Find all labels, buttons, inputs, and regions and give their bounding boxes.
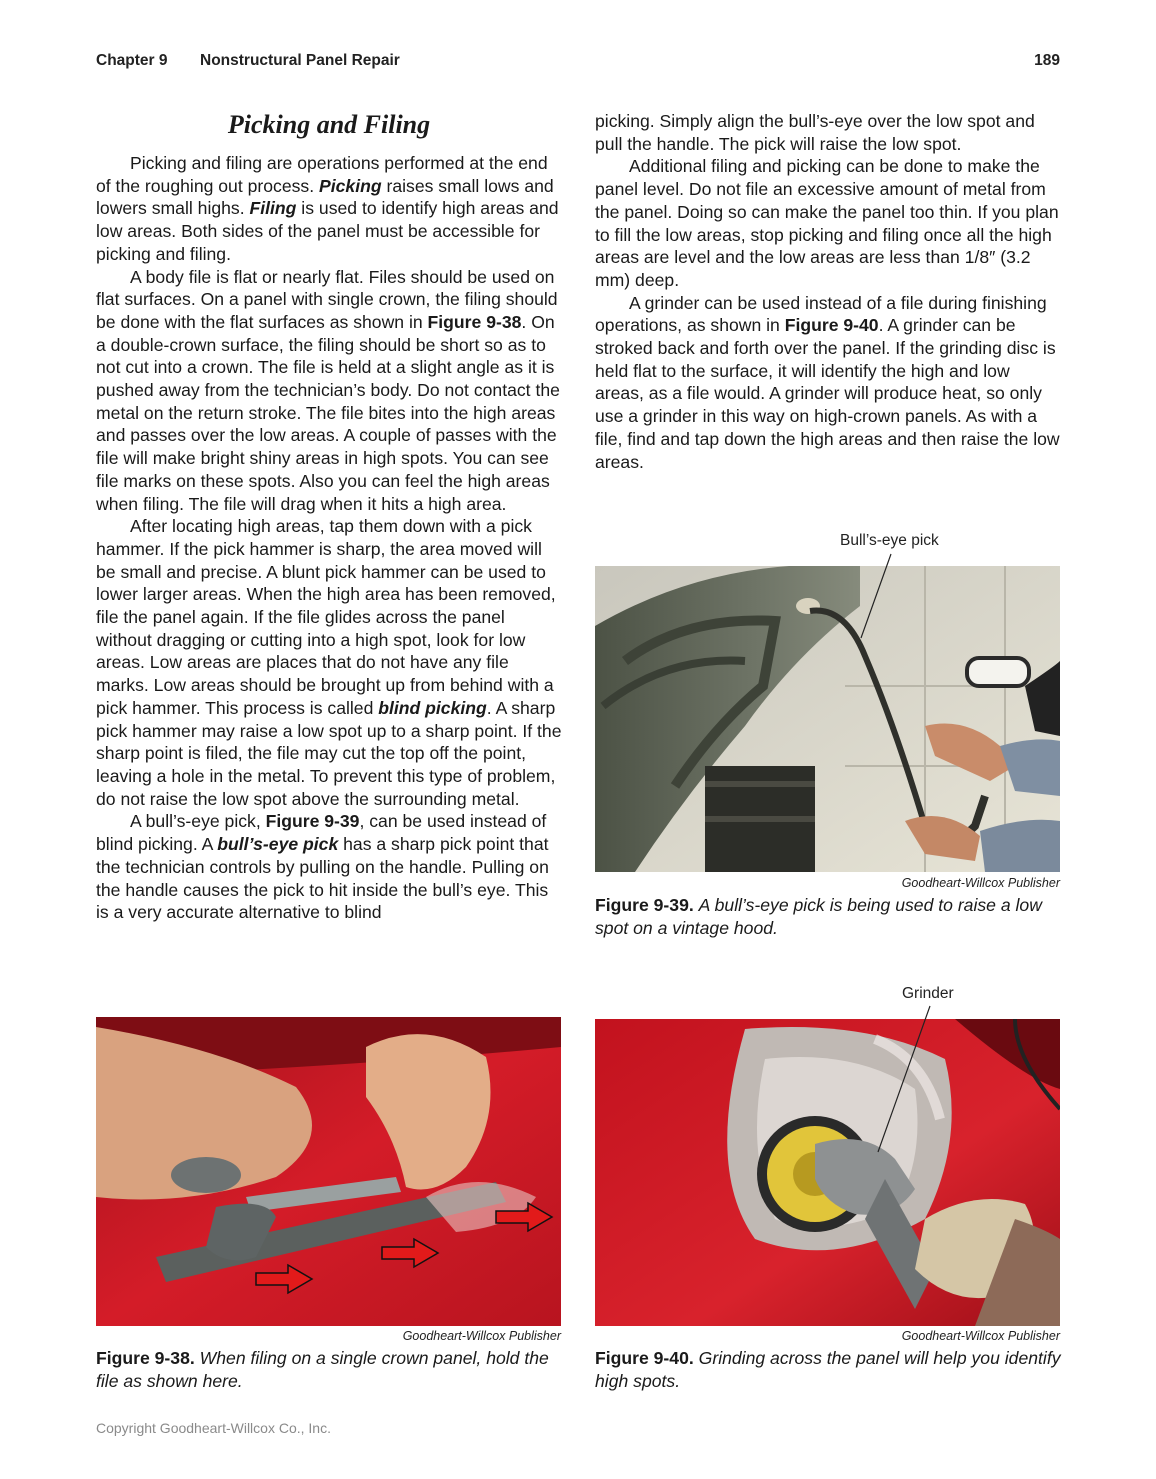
term-filing: Filing xyxy=(249,198,297,219)
figure-9-38-caption: Figure 9-38. When filing on a single crown panel, hold the file as shown here. xyxy=(96,1348,549,1391)
term-blind-picking: blind picking xyxy=(378,697,487,718)
term-bulls-eye-pick: bull’s-eye pick xyxy=(217,834,339,855)
right-column xyxy=(595,110,1061,473)
left-column xyxy=(96,110,562,924)
bulls-eye-pick-leader-line xyxy=(595,550,1060,650)
paragraph-picking-intro: Picking and filing are operations performed at the end of the roughing out process. Picking raises small lows and lowers small highs. Filing is used to identify high areas and low areas. Both sides of the panel must be accessible for picking and filing. xyxy=(96,153,559,264)
figure-ref-9-39: Figure 9-39 xyxy=(265,811,360,832)
grinder-callout: Grinder xyxy=(902,985,954,1002)
bulls-eye-pick-callout: Bull’s-eye pick xyxy=(840,532,939,549)
term-picking: Picking xyxy=(319,175,382,196)
copyright-footer: Copyright Goodheart-Willcox Co., Inc. xyxy=(96,1420,331,1436)
figure-9-39-label: Figure 9-39. xyxy=(595,895,694,915)
paragraph-bulls-eye: A bull’s-eye pick, Figure 9-39, can be used instead of blind picking. A bull’s-eye pick has a sharp pick point that the technician controls by pulling on the handle. Pulling on the handle causes the pick to hit inside the bull’s eye. This is a very accurate alternative to blind xyxy=(96,811,549,923)
paragraph-high-areas: After locating high areas, tap them down with a pick hammer. If the pick hammer is sharp, the area moved will be small and precise. A blunt pick hammer can be used to lower larger areas. When the high area has been removed, file the panel again. If the file glides across the panel without dragging or cutting into a high spot, look for low areas. Low areas are places that do not have any file marks. Low areas should be brought up from behind with a pick hammer. This process is called blind picking. A sharp pick hammer may raise a low spot up to a sharp point. If the sharp point is filed, the file may cut the top off the point, leaving a hole in the metal. To prevent this type of problem, do not raise the low spot above the surrounding metal. xyxy=(96,516,562,809)
paragraph-grinder: A grinder can be used instead of a file during finishing operations, as shown in Figure 9-40. A grinder can be stroked back and forth over the panel. If the grinding disc is held flat to the surface, it will identify the high and low areas, as a file would. A grinder will produce heat, so only use a grinder in this way on high-crown panels. As with a file, find and tap down the high areas and then raise the low areas. xyxy=(595,292,1060,472)
figure-9-38-photo xyxy=(96,1017,561,1326)
figure-ref-9-38: Figure 9-38 xyxy=(427,311,522,332)
page-number: 189 xyxy=(1034,52,1060,69)
figure-ref-9-40: Figure 9-40 xyxy=(784,315,879,336)
figure-9-40-caption: Figure 9-40. Grinding across the panel will help you identify high spots. xyxy=(595,1348,1061,1391)
paragraph-body-file: A body file is flat or nearly flat. Files should be used on flat surfaces. On a panel with single crown, the filing should be done with the flat surfaces as shown in Figure 9-38. On a double-crown surface, the filing should be short so as to not cut into a crown. The file is held at a slight angle as it is pushed away from the technician’s body. Do not contact the metal on the return stroke. The file bites into the high areas and passes over the low areas. A couple of passes with the file will make bright shiny areas in high spots. You can see file marks on these spots. Also you can feel the high areas when filing. The file will drag when it hits a high area. xyxy=(96,266,560,514)
figure-9-38-label: Figure 9-38. xyxy=(96,1348,195,1368)
chapter-number: Chapter 9 xyxy=(96,52,168,69)
grinder-leader-line xyxy=(595,1002,1060,1162)
figure-9-39-credit: Goodheart-Willcox Publisher xyxy=(901,876,1060,890)
figure-9-39-caption: Figure 9-39. A bull’s-eye pick is being used to raise a low spot on a vintage hood. xyxy=(595,895,1042,938)
paragraph-continued: picking. Simply align the bull’s-eye over the low spot and pull the handle. The pick will raise the low spot. xyxy=(595,111,1035,154)
figure-9-40-credit: Goodheart-Willcox Publisher xyxy=(901,1329,1060,1343)
figure-9-38-credit: Goodheart-Willcox Publisher xyxy=(402,1329,561,1343)
figure-9-40-label: Figure 9-40. xyxy=(595,1348,694,1368)
section-title: Picking and Filing xyxy=(227,110,431,139)
paragraph-additional-filing: Additional filing and picking can be done to make the panel level. Do not file an excessive amount of metal from the panel. Doing so can make the panel too thin. If you plan to fill the low areas, stop picking and filing once all the high areas are level and the low areas are less than 1/8″ (3.2 mm) deep. xyxy=(595,156,1059,290)
chapter-title: Nonstructural Panel Repair xyxy=(200,52,400,69)
